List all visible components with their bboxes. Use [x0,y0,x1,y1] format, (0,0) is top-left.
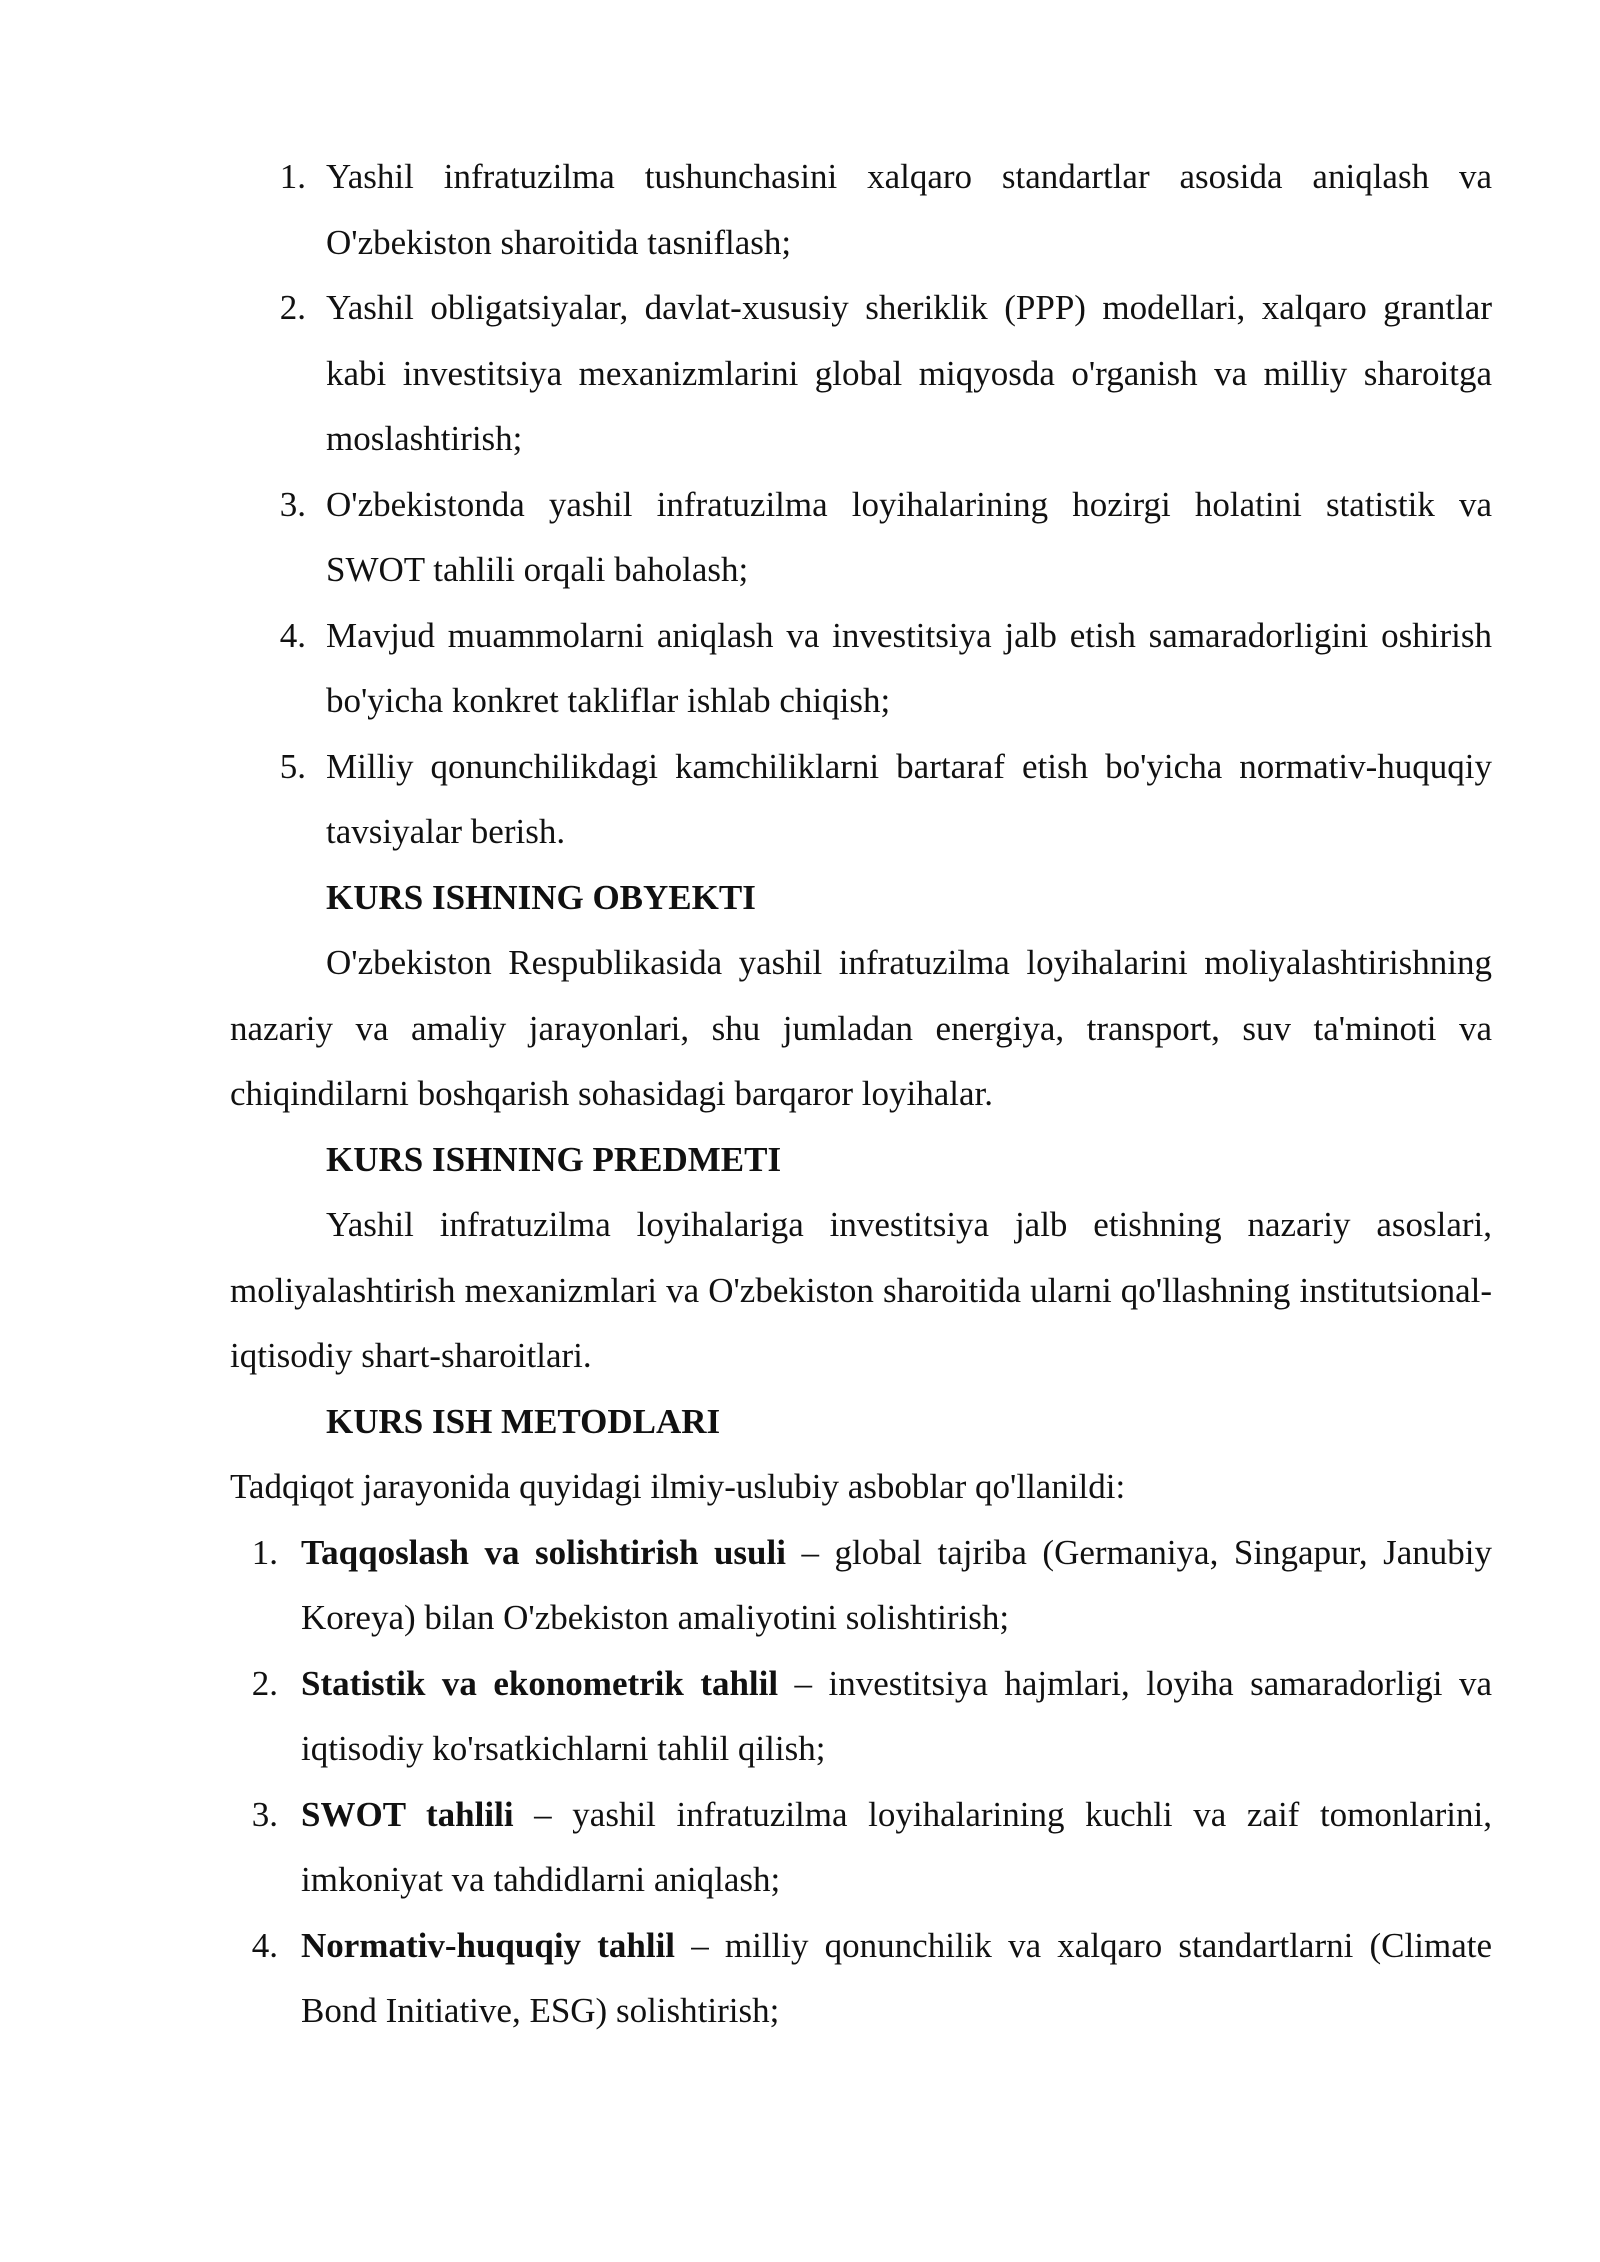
list-item [230,1520,1492,1651]
list-number: 5. [279,746,306,786]
list-item [230,603,1492,734]
list-item-text: Yashil obligatsiyalar, davlat-xususiy sheriklik (PPP) modellari, xalqaro grantlar kabi investitsiya mexanizmlarini global miqyosda o'rganish va milliy sharoitga moslashtirish; [326,288,1492,458]
list-number: 2. [251,1663,278,1703]
list-number: 3. [251,1794,278,1834]
list-number: 4. [251,1925,278,1965]
method-description: – global tajriba (Germaniya, Singapur, Janubiy Koreya) bilan O'zbekiston amaliyotini solishtirish; [301,1532,1492,1637]
method-term: Taqqoslash va solishtirish usuli [301,1532,786,1572]
list-number: 2. [279,288,306,327]
method-description: – yashil infratuzilma loyihalarining kuchli va zaif tomonlarini, imkoniyat va tahdidlarni aniqlash; [301,1794,1493,1899]
list-number: 4. [279,615,306,655]
method-description: – milliy qonunchilik va xalqaro standartlarni (Climate Bond Initiative, ESG) solishtirish; [301,1925,1492,2030]
method-term: Statistik va ekonometrik tahlil [301,1663,779,1703]
list-item [230,472,1492,603]
object-paragraph: O'zbekiston Respublikasida yashil infratuzilma loyihalarini moliyalashtirishning nazariy va amaliy jarayonlari, shu jumladan energiya, transport, suv ta'minoti va chiqindilarni boshqarish sohasidagi barqaror loyihalar. [230,943,1492,1113]
list-item [230,275,1492,472]
method-term: Normativ-huquqiy tahlil [301,1925,676,1965]
method-description: – investitsiya hajmlari, loyiha samaradorligi va iqtisodiy ko'rsatkichlarni tahlil qilish; [301,1663,1492,1768]
list-item-text: Yashil infratuzilma tushunchasini xalqaro standartlar asosida aniqlash va O'zbekiston sharoitida tasniflash; [326,157,1492,262]
list-number: 1. [279,157,306,196]
list-item [230,1913,1492,2044]
methods-heading: KURS ISH METODLARI [326,1401,721,1441]
list-item [230,1651,1492,1782]
method-term: SWOT tahlili [301,1794,514,1834]
methods-intro: Tadqiqot jarayonida quyidagi ilmiy-uslubiy asboblar qo'llanildi: [230,1467,1126,1506]
object-heading: KURS ISHNING OBYEKTI [326,877,756,917]
list-item [230,1782,1492,1913]
list-item-text: Milliy qonunchilikdagi kamchiliklarni bartaraf etish bo'yicha normativ-huquqiy tavsiyalar berish. [326,746,1492,851]
list-number: 1. [251,1532,278,1572]
list-item [230,144,1492,275]
methods-list [230,1520,1492,2044]
list-item-text: O'zbekistonda yashil infratuzilma loyihalarining hozirgi holatini statistik va SWOT tahlili orqali baholash; [326,484,1492,589]
list-number: 3. [279,484,306,524]
subject-heading: KURS ISHNING PREDMETI [326,1139,782,1179]
tasks-list [230,144,1492,865]
subject-paragraph: Yashil infratuzilma loyihalariga investitsiya jalb etishning nazariy asoslari, moliyalashtirish mexanizmlari va O'zbekiston sharoitida ularni qo'llashning institutsional-iqtisodiy shart-sharoitlari. [230,1205,1492,1375]
list-item-text: Mavjud muammolarni aniqlash va investitsiya jalb etish samaradorligini oshirish bo'yicha konkret takliflar ishlab chiqish; [326,615,1492,720]
list-item [230,734,1492,865]
